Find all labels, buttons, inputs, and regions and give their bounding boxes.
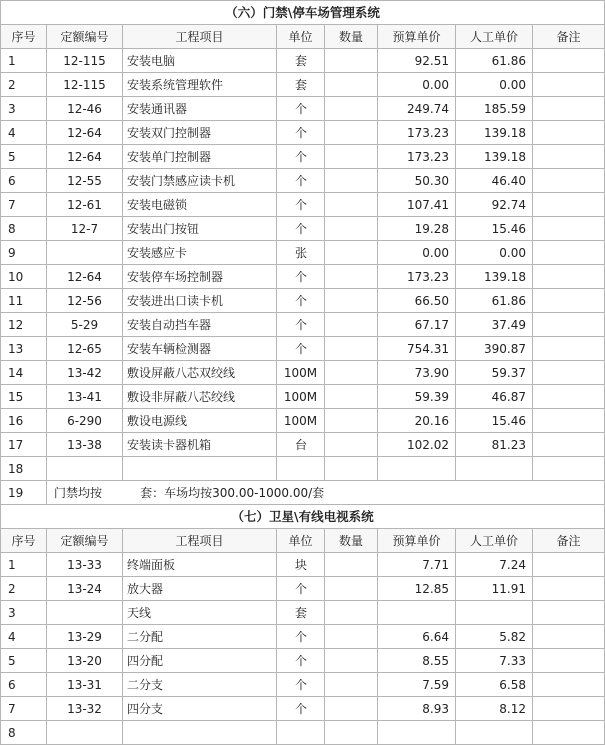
- budget-cell: 173.23: [378, 145, 456, 169]
- seq-cell: 1: [1, 553, 47, 577]
- item-cell: 安装门禁感应读卡机: [123, 169, 277, 193]
- unit-cell: 个: [277, 121, 325, 145]
- labor-cell: 5.82: [456, 625, 533, 649]
- note-cell: [533, 457, 605, 481]
- code-cell: 12-65: [47, 337, 123, 361]
- table-row: [1, 625, 605, 649]
- section7-header-cell: 数量: [325, 529, 378, 553]
- seq-cell: 8: [1, 721, 47, 745]
- seq-cell: 3: [1, 97, 47, 121]
- labor-cell: 0.00: [456, 73, 533, 97]
- labor-cell: 185.59: [456, 97, 533, 121]
- note-cell: [533, 577, 605, 601]
- section7-header-cell: 序号: [1, 529, 47, 553]
- note-cell: [533, 121, 605, 145]
- seq-cell: 18: [1, 457, 47, 481]
- code-cell: 13-31: [47, 673, 123, 697]
- table-row: [1, 577, 605, 601]
- seq-cell: 7: [1, 697, 47, 721]
- note-cell: [533, 217, 605, 241]
- code-cell: 6-290: [47, 409, 123, 433]
- unit-cell: 块: [277, 553, 325, 577]
- unit-cell: 套: [277, 73, 325, 97]
- item-cell: 安装进出口读卡机: [123, 289, 277, 313]
- seq-cell: 11: [1, 289, 47, 313]
- labor-cell: 390.87: [456, 337, 533, 361]
- table-row: [1, 169, 605, 193]
- seq-cell: 17: [1, 433, 47, 457]
- seq-cell: 4: [1, 625, 47, 649]
- table-row: [1, 289, 605, 313]
- qty-cell: [325, 385, 378, 409]
- item-cell: 安装电磁锁: [123, 193, 277, 217]
- unit-cell: 个: [277, 649, 325, 673]
- note-cell: [533, 625, 605, 649]
- note-cell: [533, 49, 605, 73]
- unit-cell: 张: [277, 241, 325, 265]
- item-cell: 敷设非屏蔽八芯绞线: [123, 385, 277, 409]
- seq-cell: 8: [1, 217, 47, 241]
- seq-cell: 2: [1, 577, 47, 601]
- code-cell: 12-115: [47, 73, 123, 97]
- note-cell: [533, 721, 605, 745]
- item-cell: [123, 721, 277, 745]
- labor-cell: 0.00: [456, 241, 533, 265]
- section6-title: （六）门禁\停车场管理系统: [1, 1, 605, 25]
- section6-header-cell: 单位: [277, 25, 325, 49]
- item-cell: 终端面板: [123, 553, 277, 577]
- seq-cell: 6: [1, 673, 47, 697]
- item-cell: 二分支: [123, 673, 277, 697]
- note-cell: [533, 697, 605, 721]
- section6-header-cell: 数量: [325, 25, 378, 49]
- qty-cell: [325, 97, 378, 121]
- note-cell: [533, 337, 605, 361]
- section6-header-row: [1, 25, 605, 49]
- qty-cell: [325, 169, 378, 193]
- item-cell: 安装通讯器: [123, 97, 277, 121]
- table-row: [1, 241, 605, 265]
- unit-cell: 个: [277, 289, 325, 313]
- note-cell: [533, 193, 605, 217]
- seq-cell: 16: [1, 409, 47, 433]
- qty-cell: [325, 49, 378, 73]
- section6-header-cell: 工程项目: [123, 25, 277, 49]
- section7-header-cell: 预算单价: [378, 529, 456, 553]
- unit-cell: 个: [277, 625, 325, 649]
- budget-cell: 0.00: [378, 73, 456, 97]
- qty-cell: [325, 433, 378, 457]
- item-cell: 安装单门控制器: [123, 145, 277, 169]
- qty-cell: [325, 337, 378, 361]
- section6-header-cell: 备注: [533, 25, 605, 49]
- unit-cell: [277, 457, 325, 481]
- labor-cell: 81.23: [456, 433, 533, 457]
- qty-cell: [325, 121, 378, 145]
- labor-cell: 46.87: [456, 385, 533, 409]
- unit-cell: 个: [277, 97, 325, 121]
- code-cell: 12-55: [47, 169, 123, 193]
- labor-cell: 7.24: [456, 553, 533, 577]
- table-row: [1, 73, 605, 97]
- code-cell: 12-64: [47, 121, 123, 145]
- unit-cell: 个: [277, 217, 325, 241]
- item-cell: 四分支: [123, 697, 277, 721]
- seq-cell: 13: [1, 337, 47, 361]
- seq-cell: 2: [1, 73, 47, 97]
- unit-cell: 100M: [277, 361, 325, 385]
- seq-cell: 6: [1, 169, 47, 193]
- code-cell: 13-42: [47, 361, 123, 385]
- seq-cell: 15: [1, 385, 47, 409]
- seq-cell: 12: [1, 313, 47, 337]
- item-cell: 天线: [123, 601, 277, 625]
- note-cell: [533, 385, 605, 409]
- note-cell: [533, 433, 605, 457]
- labor-cell: 92.74: [456, 193, 533, 217]
- qty-cell: [325, 625, 378, 649]
- qty-cell: [325, 73, 378, 97]
- section6-note-row: [1, 481, 605, 505]
- item-cell: 安装双门控制器: [123, 121, 277, 145]
- code-cell: 13-20: [47, 649, 123, 673]
- note-cell: [533, 73, 605, 97]
- section7-title: （七）卫星\有线电视系统: [1, 505, 605, 529]
- unit-cell: 100M: [277, 409, 325, 433]
- item-cell: 安装自动挡车器: [123, 313, 277, 337]
- note-cell: [533, 673, 605, 697]
- seq-cell: 3: [1, 601, 47, 625]
- note-cell: [533, 601, 605, 625]
- budget-cell: 107.41: [378, 193, 456, 217]
- note-cell: [533, 241, 605, 265]
- budget-cell: 173.23: [378, 121, 456, 145]
- labor-cell: 61.86: [456, 289, 533, 313]
- note-cell: [533, 313, 605, 337]
- code-cell: 12-56: [47, 289, 123, 313]
- item-cell: 敷设屏蔽八芯双绞线: [123, 361, 277, 385]
- budget-cell: 8.55: [378, 649, 456, 673]
- qty-cell: [325, 289, 378, 313]
- qty-cell: [325, 145, 378, 169]
- unit-cell: 套: [277, 49, 325, 73]
- unit-cell: 100M: [277, 385, 325, 409]
- unit-cell: 套: [277, 601, 325, 625]
- labor-cell: 8.12: [456, 697, 533, 721]
- code-cell: 13-33: [47, 553, 123, 577]
- code-cell: 12-115: [47, 49, 123, 73]
- budget-cell: 173.23: [378, 265, 456, 289]
- table-row: [1, 121, 605, 145]
- qty-cell: [325, 265, 378, 289]
- section7-title-row: [1, 505, 605, 529]
- note-cell: [533, 409, 605, 433]
- seq-cell: 1: [1, 49, 47, 73]
- unit-cell: [277, 721, 325, 745]
- section6-header-cell: 预算单价: [378, 25, 456, 49]
- table-row: [1, 361, 605, 385]
- seq-cell: 19: [1, 481, 47, 505]
- code-cell: 13-29: [47, 625, 123, 649]
- labor-cell: 15.46: [456, 217, 533, 241]
- qty-cell: [325, 313, 378, 337]
- section7-header-cell: 单位: [277, 529, 325, 553]
- item-cell: 安装出门按钮: [123, 217, 277, 241]
- table-row: [1, 457, 605, 481]
- item-cell: 安装系统管理软件: [123, 73, 277, 97]
- item-cell: 安装电脑: [123, 49, 277, 73]
- seq-cell: 5: [1, 649, 47, 673]
- code-cell: [47, 601, 123, 625]
- code-cell: 12-64: [47, 265, 123, 289]
- qty-cell: [325, 673, 378, 697]
- table-row: [1, 265, 605, 289]
- code-cell: 13-24: [47, 577, 123, 601]
- labor-cell: 61.86: [456, 49, 533, 73]
- qty-cell: [325, 193, 378, 217]
- table-row: [1, 721, 605, 745]
- budget-cell: 20.16: [378, 409, 456, 433]
- seq-cell: 10: [1, 265, 47, 289]
- qty-cell: [325, 409, 378, 433]
- note-cell: [533, 289, 605, 313]
- table-row: [1, 49, 605, 73]
- note-cell: [533, 169, 605, 193]
- labor-cell: 46.40: [456, 169, 533, 193]
- unit-cell: 个: [277, 577, 325, 601]
- labor-cell: 7.33: [456, 649, 533, 673]
- labor-cell: [456, 457, 533, 481]
- qty-cell: [325, 457, 378, 481]
- labor-cell: 6.58: [456, 673, 533, 697]
- note-cell: [533, 97, 605, 121]
- section6-title-row: [1, 1, 605, 25]
- labor-cell: 11.91: [456, 577, 533, 601]
- unit-cell: 个: [277, 697, 325, 721]
- seq-cell: 7: [1, 193, 47, 217]
- section6-header-cell: 定额编号: [47, 25, 123, 49]
- budget-cell: [378, 721, 456, 745]
- budget-cell: [378, 457, 456, 481]
- item-cell: [123, 457, 277, 481]
- qty-cell: [325, 217, 378, 241]
- budget-cell: 8.93: [378, 697, 456, 721]
- labor-cell: 15.46: [456, 409, 533, 433]
- code-cell: 12-46: [47, 97, 123, 121]
- code-cell: [47, 721, 123, 745]
- budget-cell: 7.59: [378, 673, 456, 697]
- table-row: [1, 409, 605, 433]
- seq-cell: 5: [1, 145, 47, 169]
- labor-cell: 139.18: [456, 121, 533, 145]
- code-cell: 12-7: [47, 217, 123, 241]
- qty-cell: [325, 649, 378, 673]
- item-cell: 四分配: [123, 649, 277, 673]
- qty-cell: [325, 601, 378, 625]
- table-row: [1, 553, 605, 577]
- code-cell: 12-64: [47, 145, 123, 169]
- note-cell: [533, 649, 605, 673]
- item-cell: 安装感应卡: [123, 241, 277, 265]
- budget-cell: 73.90: [378, 361, 456, 385]
- table-row: [1, 337, 605, 361]
- unit-cell: 台: [277, 433, 325, 457]
- budget-cell: 12.85: [378, 577, 456, 601]
- code-cell: [47, 241, 123, 265]
- table-row: [1, 433, 605, 457]
- qty-cell: [325, 361, 378, 385]
- table-row: [1, 601, 605, 625]
- seq-cell: 4: [1, 121, 47, 145]
- seq-cell: 9: [1, 241, 47, 265]
- item-cell: 放大器: [123, 577, 277, 601]
- section7-header-cell: 定额编号: [47, 529, 123, 553]
- budget-cell: 7.71: [378, 553, 456, 577]
- labor-cell: [456, 601, 533, 625]
- unit-cell: 个: [277, 337, 325, 361]
- table-row: [1, 385, 605, 409]
- section6-header-cell: 人工单价: [456, 25, 533, 49]
- table-row: [1, 217, 605, 241]
- budget-cell: 102.02: [378, 433, 456, 457]
- table-row: [1, 193, 605, 217]
- labor-cell: 139.18: [456, 265, 533, 289]
- qty-cell: [325, 721, 378, 745]
- budget-cell: 6.64: [378, 625, 456, 649]
- section7-header-cell: 人工单价: [456, 529, 533, 553]
- table-row: [1, 697, 605, 721]
- note-cell: [533, 361, 605, 385]
- code-cell: [47, 457, 123, 481]
- item-cell: 安装停车场控制器: [123, 265, 277, 289]
- section7-header-cell: 工程项目: [123, 529, 277, 553]
- code-cell: 5-29: [47, 313, 123, 337]
- note-cell: [533, 553, 605, 577]
- budget-cell: [378, 601, 456, 625]
- unit-cell: 个: [277, 145, 325, 169]
- budget-cell: 66.50: [378, 289, 456, 313]
- table-row: [1, 649, 605, 673]
- seq-cell: 14: [1, 361, 47, 385]
- table-row: [1, 673, 605, 697]
- budget-cell: 0.00: [378, 241, 456, 265]
- budget-cell: 50.30: [378, 169, 456, 193]
- code-cell: 13-41: [47, 385, 123, 409]
- item-cell: 二分配: [123, 625, 277, 649]
- unit-cell: 个: [277, 193, 325, 217]
- item-cell: 安装车辆检测器: [123, 337, 277, 361]
- unit-cell: 个: [277, 673, 325, 697]
- unit-cell: 个: [277, 169, 325, 193]
- code-cell: 13-38: [47, 433, 123, 457]
- qty-cell: [325, 241, 378, 265]
- item-cell: 敷设电源线: [123, 409, 277, 433]
- labor-cell: 139.18: [456, 145, 533, 169]
- table-row: [1, 313, 605, 337]
- table-row: [1, 97, 605, 121]
- budget-cell: 59.39: [378, 385, 456, 409]
- table-row: [1, 145, 605, 169]
- note-cell: [533, 145, 605, 169]
- qty-cell: [325, 553, 378, 577]
- qty-cell: [325, 697, 378, 721]
- section6-header-cell: 序号: [1, 25, 47, 49]
- budget-cell: 19.28: [378, 217, 456, 241]
- qty-cell: [325, 577, 378, 601]
- budget-cell: 92.51: [378, 49, 456, 73]
- section7-header-cell: 备注: [533, 529, 605, 553]
- budget-cell: 249.74: [378, 97, 456, 121]
- item-cell: 安装读卡器机箱: [123, 433, 277, 457]
- code-cell: 12-61: [47, 193, 123, 217]
- labor-cell: 37.49: [456, 313, 533, 337]
- unit-cell: 个: [277, 265, 325, 289]
- allocation-note: 门禁均按 套：车场均按300.00-1000.00/套: [47, 481, 605, 505]
- code-cell: 13-32: [47, 697, 123, 721]
- labor-cell: [456, 721, 533, 745]
- unit-cell: 个: [277, 313, 325, 337]
- labor-cell: 59.37: [456, 361, 533, 385]
- note-cell: [533, 265, 605, 289]
- section7-header-row: [1, 529, 605, 553]
- budget-cell: 754.31: [378, 337, 456, 361]
- budget-cell: 67.17: [378, 313, 456, 337]
